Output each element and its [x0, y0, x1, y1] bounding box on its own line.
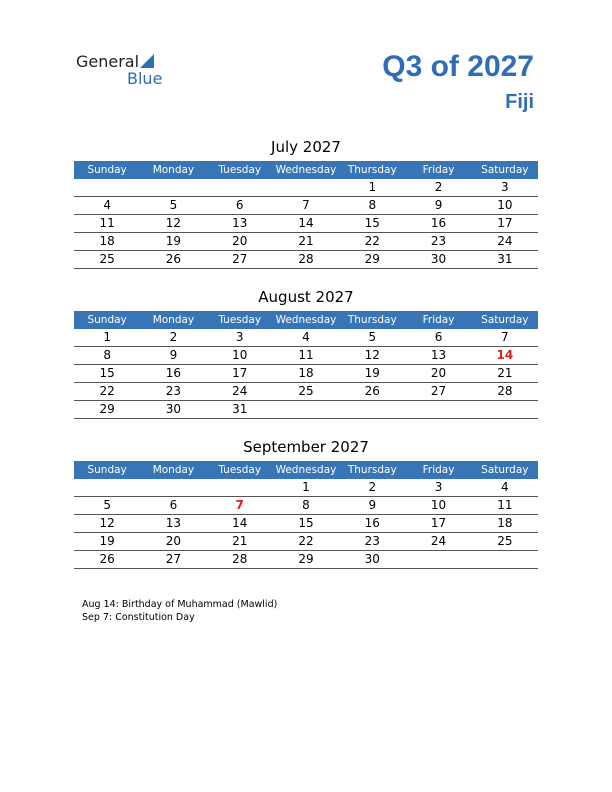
day-cell: 12: [364, 348, 380, 362]
day-cell: 14: [298, 216, 314, 230]
day-cell: 6: [434, 330, 443, 344]
day-cell: 20: [430, 366, 447, 380]
weekday-header: [74, 311, 538, 329]
day-cell: 24: [232, 384, 248, 398]
day-cell: 27: [232, 252, 248, 266]
day-cell: 13: [232, 216, 248, 230]
week-row: [74, 197, 538, 215]
day-cell: 3: [434, 480, 443, 494]
weekday-header: [74, 461, 538, 479]
day-cell: 13: [165, 516, 182, 530]
holiday-notes: [82, 598, 277, 624]
weekday-label: Tuesday: [218, 164, 262, 176]
day-cell: 8: [103, 348, 111, 362]
day-cell: 12: [165, 216, 182, 230]
day-cell: 17: [497, 216, 513, 230]
logo-flag-icon: [140, 54, 154, 68]
day-cell: 19: [165, 234, 182, 248]
weekday-label: Saturday: [481, 464, 529, 476]
day-cell: [273, 179, 339, 196]
day-cell: 15: [99, 366, 115, 380]
day-cell: 17: [430, 516, 447, 530]
logo-blue-text: Blue: [127, 69, 163, 88]
holiday-note: Aug 14: Birthday of Muhammad (Mawlid): [82, 599, 278, 610]
day-cell: 27: [430, 384, 447, 398]
week-row: [74, 347, 538, 365]
weekday-label: Thursday: [347, 314, 397, 326]
day-cell: 21: [232, 534, 248, 548]
day-cell: 25: [298, 384, 314, 398]
weekday-label: Wednesday: [275, 314, 337, 326]
day-cell: [74, 479, 140, 496]
day-cell: 26: [99, 552, 115, 566]
day-cell: 18: [298, 366, 314, 380]
day-cell: 17: [232, 366, 248, 380]
day-cell: 29: [364, 252, 380, 266]
day-cell: 28: [497, 384, 513, 398]
day-cell: 11: [99, 216, 115, 230]
day-cell: 1: [302, 480, 310, 494]
week-row: [74, 401, 538, 419]
month-weeks: [74, 179, 538, 269]
day-cell: 26: [364, 384, 380, 398]
weekday-label: Tuesday: [218, 464, 262, 476]
day-cell: 20: [165, 534, 182, 548]
day-cell: 27: [165, 552, 182, 566]
day-cell: 14: [232, 516, 248, 530]
day-cell: 23: [364, 534, 380, 548]
day-cell: 6: [169, 498, 178, 512]
week-row: [74, 479, 538, 497]
day-cell: 28: [232, 552, 248, 566]
weekday-label: Thursday: [347, 164, 397, 176]
day-cell: 18: [497, 516, 513, 530]
week-row: [74, 365, 538, 383]
day-cell: 13: [430, 348, 447, 362]
day-cell: [472, 401, 538, 418]
weekday-label: Wednesday: [275, 164, 337, 176]
weekday-label: Monday: [152, 464, 195, 476]
day-cell: 3: [235, 330, 244, 344]
day-cell: 31: [497, 252, 513, 266]
weekday-label: Sunday: [87, 314, 127, 326]
day-cell: 25: [99, 252, 115, 266]
day-cell: 26: [165, 252, 182, 266]
weekday-label: Monday: [152, 164, 195, 176]
day-cell: 29: [99, 402, 115, 416]
day-cell: 22: [99, 384, 115, 398]
weekday-label: Wednesday: [275, 464, 337, 476]
day-cell: 24: [430, 534, 447, 548]
day-cell: 3: [501, 180, 509, 194]
day-cell: 5: [368, 330, 377, 344]
week-row: [74, 233, 538, 251]
week-row: [74, 215, 538, 233]
day-cell: 28: [298, 252, 314, 266]
day-cell: 2: [434, 180, 443, 194]
month-title: July 2027: [271, 138, 341, 156]
day-cell: 7: [501, 330, 509, 344]
day-cell: 10: [430, 498, 447, 512]
day-cell: 30: [165, 402, 182, 416]
day-cell: 22: [364, 234, 380, 248]
day-cell: 8: [368, 198, 377, 212]
day-cell: 21: [298, 234, 314, 248]
day-cell: 12: [99, 516, 115, 530]
day-cell: 1: [103, 330, 111, 344]
week-row: [74, 551, 538, 569]
month-july: [74, 137, 538, 269]
day-cell: 9: [434, 198, 443, 212]
week-row: [74, 515, 538, 533]
day-cell: [472, 551, 538, 568]
day-cell: [140, 479, 206, 496]
day-cell: 2: [368, 480, 377, 494]
day-cell: 22: [298, 534, 314, 548]
day-cell: 1: [368, 180, 377, 194]
day-cell: 2: [169, 330, 178, 344]
week-row: [74, 533, 538, 551]
day-cell: 15: [298, 516, 314, 530]
month-title: August 2027: [258, 288, 354, 306]
day-cell: 19: [364, 366, 380, 380]
weekday-label: Tuesday: [218, 314, 262, 326]
weekday-label: Friday: [422, 164, 455, 176]
day-cell: [339, 401, 405, 418]
logo: [76, 52, 176, 92]
weekday-label: Thursday: [347, 464, 397, 476]
day-cell: 16: [364, 516, 380, 530]
day-cell: 31: [232, 402, 248, 416]
day-cell: 15: [364, 216, 380, 230]
weekday-header: [74, 161, 538, 179]
day-cell: [207, 179, 273, 196]
day-cell: [140, 179, 206, 196]
weekday-label: Sunday: [87, 464, 127, 476]
weekday-label: Friday: [422, 314, 455, 326]
page-title: Q3 of 2027: [382, 50, 534, 83]
day-cell: 16: [430, 216, 447, 230]
day-cell: 9: [368, 498, 377, 512]
day-cell: 7: [235, 498, 244, 512]
holiday-note: Sep 7: Constitution Day: [82, 612, 195, 623]
country-name: Fiji: [505, 91, 534, 113]
day-cell: [207, 479, 273, 496]
day-cell: 19: [99, 534, 115, 548]
day-cell: 5: [103, 498, 111, 512]
day-cell: 9: [169, 348, 178, 362]
month-weeks: [74, 329, 538, 419]
day-cell: 10: [232, 348, 248, 362]
day-cell: 24: [497, 234, 513, 248]
weekday-label: Friday: [422, 464, 455, 476]
weekday-label: Monday: [152, 314, 195, 326]
day-cell: [405, 401, 471, 418]
day-cell: [273, 401, 339, 418]
day-cell: 6: [235, 198, 244, 212]
day-cell: [405, 551, 471, 568]
day-cell: 10: [497, 198, 513, 212]
day-cell: 25: [497, 534, 513, 548]
day-cell: 4: [501, 480, 509, 494]
day-cell: 7: [302, 198, 310, 212]
day-cell: 29: [298, 552, 314, 566]
week-row: [74, 383, 538, 401]
day-cell: 11: [298, 348, 314, 362]
day-cell: [74, 179, 140, 196]
day-cell: 30: [430, 252, 447, 266]
day-cell: 21: [497, 366, 513, 380]
day-cell: 8: [302, 498, 310, 512]
day-cell: 11: [497, 498, 513, 512]
day-cell: 20: [232, 234, 248, 248]
month-title: September 2027: [243, 438, 369, 456]
day-cell: 30: [364, 552, 380, 566]
day-cell: 23: [165, 384, 182, 398]
weekday-label: Sunday: [87, 164, 127, 176]
day-cell: 4: [302, 330, 310, 344]
day-cell: 16: [165, 366, 182, 380]
month-august: [74, 287, 538, 419]
month-september: [74, 437, 538, 569]
week-row: [74, 329, 538, 347]
day-cell: 18: [99, 234, 115, 248]
weekday-label: Saturday: [481, 314, 529, 326]
day-cell: 4: [103, 198, 111, 212]
month-weeks: [74, 479, 538, 569]
day-cell: 5: [169, 198, 178, 212]
week-row: [74, 179, 538, 197]
day-cell: 23: [430, 234, 447, 248]
logo-general-text: General: [76, 52, 140, 71]
week-row: [74, 497, 538, 515]
weekday-label: Saturday: [481, 164, 529, 176]
day-cell: 14: [496, 348, 514, 362]
week-row: [74, 251, 538, 269]
